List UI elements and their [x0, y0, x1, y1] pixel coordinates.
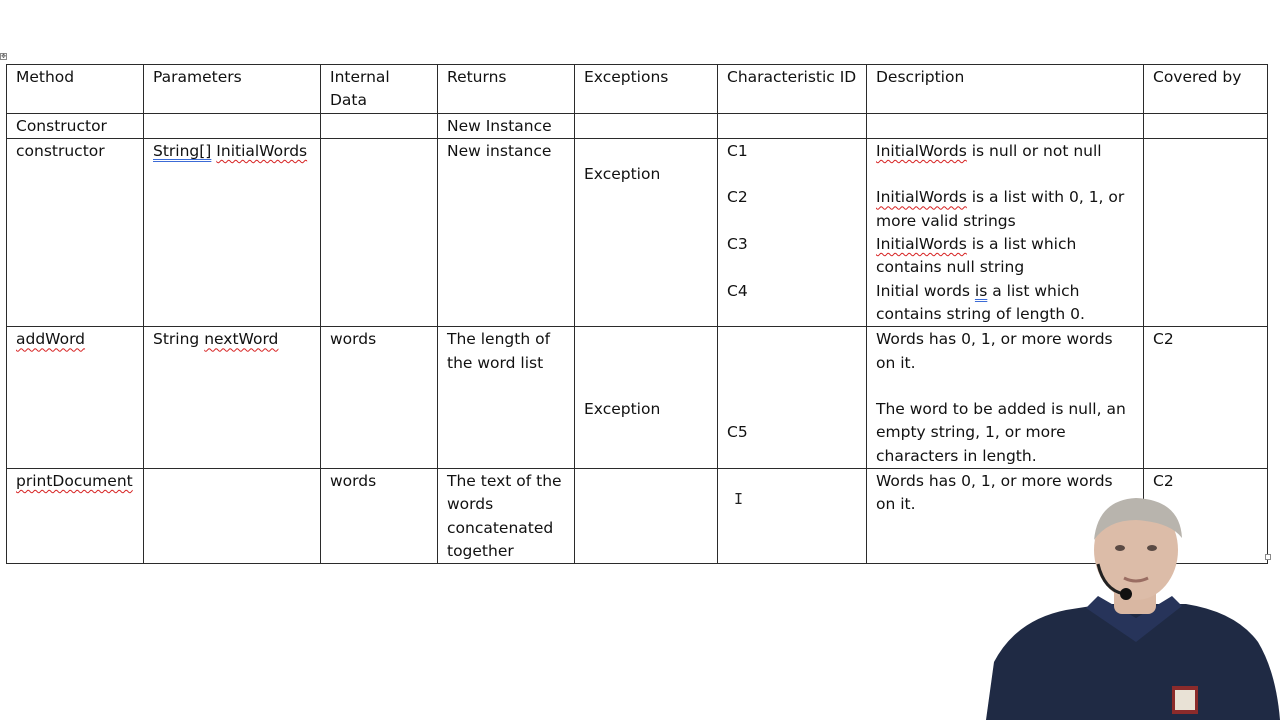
cell-characteristic-id[interactable] [718, 469, 867, 564]
cell-parameters[interactable] [144, 327, 321, 469]
cell-description[interactable] [867, 113, 1144, 138]
cell-internal-data[interactable]: words [321, 327, 438, 469]
presenter-webcam [986, 492, 1280, 720]
cell-method[interactable]: constructor [7, 138, 144, 326]
table-row [7, 138, 1268, 326]
header-method[interactable]: Method [7, 65, 144, 114]
cell-method[interactable] [7, 327, 144, 469]
spellcheck-word: InitialWords [876, 141, 967, 160]
header-exceptions[interactable]: Exceptions [575, 65, 718, 114]
cell-parameters[interactable] [144, 113, 321, 138]
cell-parameters[interactable] [144, 138, 321, 326]
cell-internal-data[interactable] [321, 138, 438, 326]
header-row [7, 65, 1268, 114]
spellcheck-word: InitialWords [876, 188, 967, 207]
cell-covered-by[interactable]: C2 [1144, 469, 1268, 564]
cell-description[interactable]: InitialWords is null or not null InitialWords is a list with 0, 1, or more valid strings InitialWords is a list which contains null string Initial words is a list which contains string of length 0. [867, 138, 1144, 326]
cell-exceptions[interactable]: Exception [575, 138, 718, 326]
param-name: InitialWords [216, 141, 308, 160]
spellcheck-word: printDocument [16, 472, 133, 491]
cell-parameters[interactable] [144, 469, 321, 564]
header-parameters[interactable]: Parameters [144, 65, 321, 114]
test-characteristics-table [6, 64, 1268, 564]
cell-method[interactable] [7, 469, 144, 564]
cell-exceptions[interactable] [575, 113, 718, 138]
table-row [7, 327, 1268, 469]
cell-covered-by[interactable]: C2 [1144, 327, 1268, 469]
cell-returns[interactable]: New Instance [438, 113, 575, 138]
cell-covered-by[interactable] [1144, 138, 1268, 326]
header-internal-data[interactable]: Internal Data [321, 65, 438, 114]
cell-returns[interactable]: The text of the words concatenated together [438, 469, 575, 564]
cell-returns[interactable]: The length of the word list [438, 327, 575, 469]
header-description[interactable]: Description [867, 65, 1144, 114]
text-cursor-icon: I [734, 490, 744, 508]
cell-characteristic-id[interactable] [718, 113, 867, 138]
cell-exceptions[interactable] [575, 469, 718, 564]
cell-internal-data[interactable]: words [321, 469, 438, 564]
grammar-word: is [974, 281, 988, 300]
header-returns[interactable]: Returns [438, 65, 575, 114]
param-type: String[] [153, 141, 212, 160]
cell-exceptions[interactable]: Exception [575, 327, 718, 469]
cell-covered-by[interactable] [1144, 113, 1268, 138]
cell-returns[interactable]: New instance [438, 138, 575, 326]
cell-method[interactable]: Constructor [7, 113, 144, 138]
param-name: nextWord [204, 330, 279, 349]
cell-characteristic-id[interactable]: C5 [718, 327, 867, 469]
cell-internal-data[interactable] [321, 113, 438, 138]
cell-description[interactable]: Words has 0, 1, or more words on it. The word to be added is null, an empty string, 1, or more characters in length. [867, 327, 1144, 469]
param-type: String [153, 330, 200, 349]
spellcheck-word: addWord [16, 330, 86, 349]
header-characteristic-id[interactable]: Characteristic ID [718, 65, 867, 114]
spellcheck-word: InitialWords [876, 235, 967, 254]
table-move-handle-icon[interactable]: ✥ [1, 53, 7, 60]
table-row [7, 113, 1268, 138]
cell-characteristic-id[interactable]: C1 C2 C3 C4 [718, 138, 867, 326]
header-covered-by[interactable]: Covered by [1144, 65, 1268, 114]
cell-description[interactable]: Words has 0, 1, or more words on it. [867, 469, 1144, 564]
